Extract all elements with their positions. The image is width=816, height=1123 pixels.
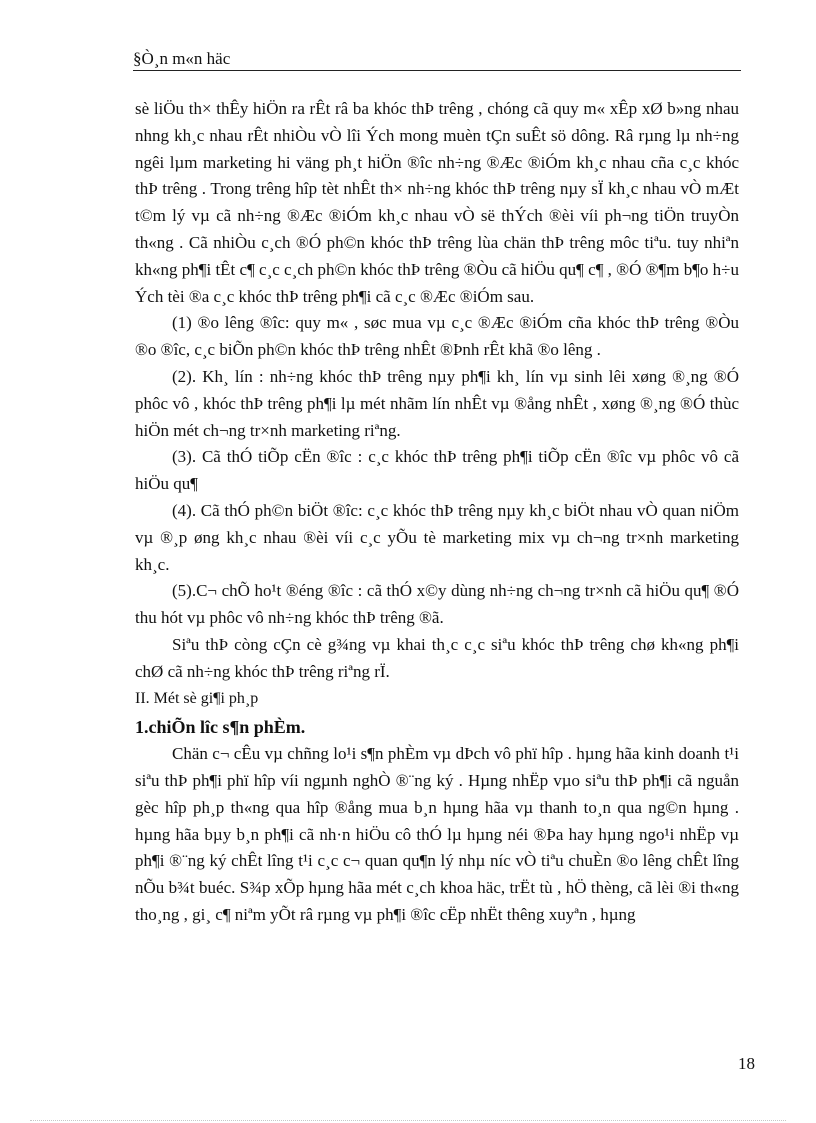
- paragraph-5: (4). Cã thÓ ph©n biÖt ®îc: c¸c khóc thÞ trêng nµy kh¸c biÖt nhau vÒ quan niÖm vµ ®¸p øng kh¸c nhau ®èi víi c¸c yÕu tè marketing mix vµ ch¬ng tr×nh marketing kh¸c.: [135, 500, 739, 574]
- page-number: 18: [738, 1054, 755, 1073]
- paragraph-4: (3). Cã thÓ tiÕp cËn ®îc : c¸c khóc thÞ trêng ph¶i tiÕp cËn ®îc vµ phôc vô cã hiÖu qu¶: [135, 447, 739, 494]
- paragraph-8: Chän c¬ cÊu vµ chñng lo¹i s¶n phÈm vµ dÞch vô phï hîp . hµng hãa kinh doanh t¹i siªu thÞ ph¶i phï hîp víi ngµnh nghÒ ®¨ng ký . Hµng nhËp vµo siªu thÞ ph¶i cã nguån gèc hîp ph¸p th«ng qua hîp ®ång mua b¸n hµng hãa vµ thanh to¸n qua ng©n hµng . hµng hãa bµy b¸n ph¶i cã nh·n hiÖu cô thÓ lµ hµng néi ®Þa hay hµng ngo¹i nhËp vµ ph¶i ®¨ng ký chÊt lîng t¹i c¸c c¬ quan qu¶n lý nhµ níc vÒ tiªu chuÈn ®o lêng chÊt lîng nÕu b¾t buéc. S¾p xÕp hµng hãa mét c¸ch khoa häc, trËt tù , hÖ thèng, cã lèi ®i th«ng tho¸ng , gi¸ c¶ niªm yÕt râ rµng vµ ph¶i ®îc cËp nhËt thêng xuyªn , hµng: [135, 744, 739, 924]
- running-header: §Ò¸n m«n häc: [133, 49, 231, 68]
- section-heading: II. Mét sè gi¶i ph¸p: [135, 689, 259, 707]
- footer-divider: [30, 1120, 786, 1121]
- header-rule: [133, 70, 741, 71]
- paragraph-7: Siªu thÞ còng cÇn cè g¾ng vµ khai th¸c c¸c siªu khóc thÞ trêng chø kh«ng ph¶i chØ cã nh÷ng khóc thÞ trêng riªng rÏ.: [135, 634, 739, 681]
- paragraph-1: sè liÖu th× thÊy hiÖn ra rÊt râ ba khóc thÞ trêng , chóng cã quy m« xÊp xØ b»ng nhau nhng kh¸c nhau rÊt nhiÒu vÒ lîi Ých mong muèn tÇn suÊt sö dông. Râ rµng lµ nh÷ng ngêi lµm marketing hi väng ph¸t hiÖn ®îc nh÷ng ®Æc ®iÓm kh¸c nhau cña c¸c khóc thÞ trêng . Trong trêng hîp tèt nhÊt th× nh÷ng khóc thÞ trêng nµy sÏ kh¸c nhau vÒ mÆt t©m lý vµ cã nh÷ng ®Æc ®iÓm kh¸c nhau vÒ së thÝch ®èi víi ph¬ng tiÖn truyÒn th«ng . Cã nhiÒu c¸ch ®Ó ph©n khóc thÞ trêng lùa chän thÞ trêng môc tiªu. tuy nhiªn kh«ng ph¶i tÊt c¶ c¸c c¸ch ph©n khóc thÞ trêng ®Òu cã hiÖu qu¶ c¶ , ®Ó ®¶m b¶o h÷u Ých tèi ®a c¸c khóc thÞ trêng ph¶i cã c¸c ®Æc ®iÓm sau.: [135, 99, 739, 306]
- paragraph-3: (2). Kh¸ lín : nh÷ng khóc thÞ trêng nµy ph¶i kh¸ lín vµ sinh lêi xøng ®¸ng ®Ó phôc vô , khóc thÞ trêng ph¶i lµ mét nhãm lín nhÊt vµ ®ång nhÊt , xøng ®¸ng ®Ó thùc hiÖn mét ch¬ng tr×nh marketing riªng.: [135, 366, 739, 440]
- subheading: 1.chiÕn lîc s¶n phÈm.: [135, 717, 306, 738]
- paragraph-6: (5).C¬ chÕ ho¹t ®éng ®îc : cã thÓ x©y dùng nh÷ng ch¬ng tr×nh cã hiÖu qu¶ ®Ó thu hót vµ phôc vô nh÷ng khóc thÞ trêng ®ã.: [135, 581, 739, 628]
- paragraph-2: (1) ®o lêng ®îc: quy m« , søc mua vµ c¸c ®Æc ®iÓm cña khóc thÞ trêng ®Òu ®o ®îc, c¸c biÕn ph©n khóc thÞ trêng nhÊt ®Þnh rÊt khã ®o lêng .: [135, 313, 739, 360]
- body-text: [135, 96, 739, 929]
